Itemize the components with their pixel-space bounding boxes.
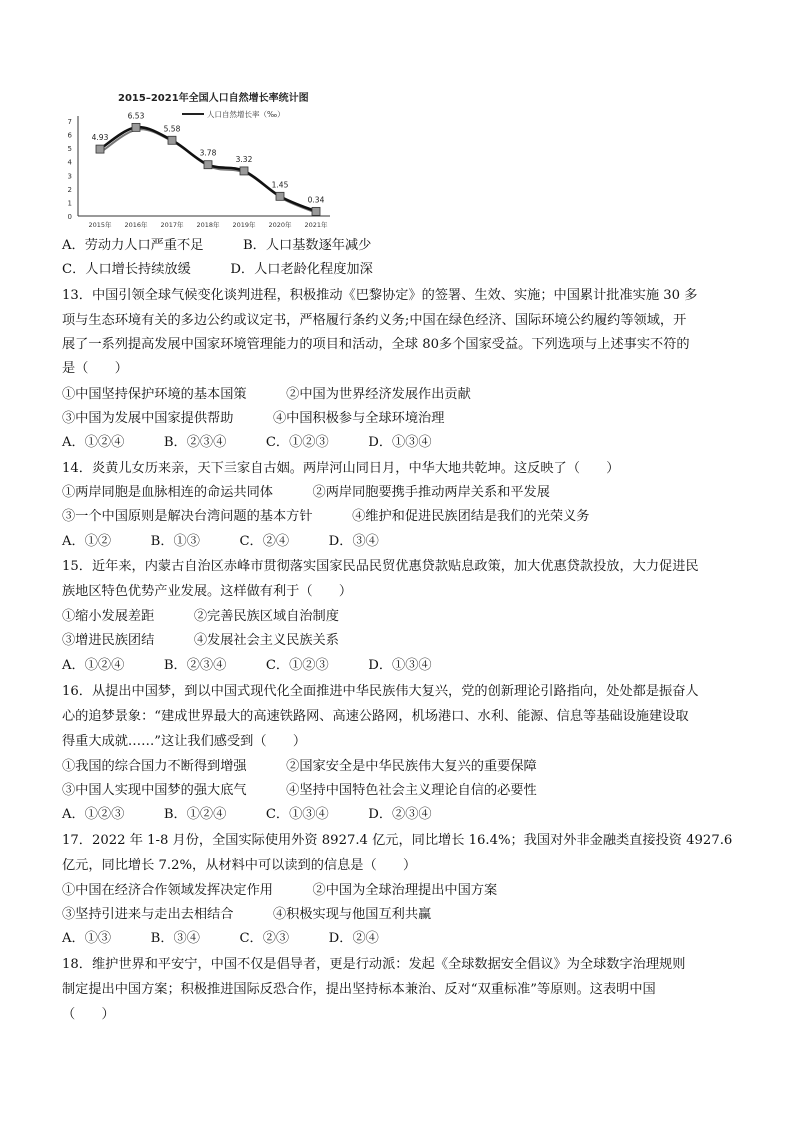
x-tick-label: 2019年 [232, 221, 256, 229]
text-line: 14．炎黄儿女历来亲，天下亖家自古姻。两岸河山同日月，中华大地共乾坤。这反映了（ ） [62, 461, 620, 476]
data-label: 5.58 [163, 124, 181, 134]
chart-title: 2015–2021年全国人口自然增长率统计图 [118, 93, 309, 104]
text-line: ①中国坚持保护环境的基本国策 ②中国为世界经济发展作出贡献 [62, 387, 471, 402]
text-line: A．①③ B．③④ C．②③ D．②④ [62, 931, 379, 946]
chart-legend: 人口自然增长率（‰） [207, 110, 285, 119]
text-line: A．①②③ B．①②④ C．①③④ D．②③④ [62, 807, 432, 822]
data-label: 1.45 [271, 180, 289, 190]
text-line: A．①② B．①③ C．②④ D．③④ [62, 534, 379, 549]
text-line: ①缩小发展差距 ②完善民族区域自治制度 [62, 609, 339, 624]
text-line: 得重大成就……”这让我们感受到（ ） [62, 734, 307, 749]
data-point [204, 161, 212, 169]
text-line: ③中国为发展中国家提供帮助 ④中国积极参与全球环境治理 [62, 411, 445, 426]
text-line: C．人口增长持续放缓 D．人口老龄化程度加深 [62, 262, 373, 277]
y-tick-label: 7 [67, 118, 72, 126]
text-line: 18．维护世界和平安宁，中国不仅是倡导者，更是行动派：发起《全球数据安全倡议》为全球数字治理规则 [62, 957, 686, 972]
text-line: 心的追梦景象：“建成世界最大的高速铁路网、高速公路网，机场港口、水利、能源、信息等基础设施建设取 [62, 709, 689, 724]
text-line: A．劳动力人口严重不足 B．人口基数逐年减少 [62, 238, 372, 253]
data-point [240, 167, 248, 175]
text-line: （ ） [62, 1007, 115, 1022]
text-line: A．①②④ B．②③④ C．①②③ D．①③④ [62, 435, 432, 450]
text-line: 是（ ） [62, 361, 128, 376]
x-tick-label: 2018年 [196, 221, 220, 229]
data-point [312, 207, 320, 215]
population-growth-chart [58, 86, 340, 232]
data-label: 0.34 [307, 195, 325, 205]
text-line: 16．从提出中国梦，到以中国式现代化全面推进中华民族伟大复兴，党的创新理论引路指向，处处都是振奋人 [62, 684, 699, 699]
text-line: 13．中国引领全球气候变化谈判进程，积极推动《巴黎协定》的签署、生效、实施；中国累计批准实施 30 多 [62, 288, 698, 303]
x-tick-label: 2017年 [160, 221, 184, 229]
series-line-shadow [102, 129, 318, 213]
text-line: ①我国的综合国力不断得到增强 ②国家安全是中华民族伟大复兴的重要保障 [62, 759, 537, 774]
y-tick-label: 5 [67, 145, 72, 154]
x-tick-label: 2016年 [124, 221, 148, 229]
text-line: 制定提出中国方案；积极推进国际反恐合作，提出坚持标本兼治、反对“双重标准”等原则。这表明中国 [62, 982, 656, 997]
text-line: ①两岸同胞是血脉相连的命运共同体 ②两岸同胞要携手推动两岸关系和平发展 [62, 485, 550, 500]
data-point [168, 136, 176, 144]
data-label: 6.53 [127, 111, 145, 121]
text-line: 15．近年来，内蒙古自治区赤峰市贯彻落实国家民品民贸优惠贷款贴息政策，加大优惠贷款投放，大力促进民 [62, 559, 699, 574]
data-labels [92, 111, 325, 204]
text-line: 亿元，同比增长 7.2%，从材料中可以读到的信息是（ ） [62, 858, 417, 873]
y-tick-labels [68, 118, 73, 221]
text-line: 族地区特色优势产业发展。这样做有利于（ ） [62, 584, 353, 599]
text-line: A．①②④ B．②③④ C．①②③ D．①③④ [62, 658, 432, 673]
y-tick-label: 1 [67, 199, 72, 208]
x-tick-label: 2015年 [88, 221, 112, 229]
y-tick-label: 0 [67, 213, 72, 221]
x-tick-label: 2021年 [304, 221, 328, 229]
y-tick-label: 4 [67, 158, 72, 167]
text-line: 项与生态环境有关的多边公约或议定书，严格履行条约义务;中国在绿色经济、国际环境公约履约等领域，开 [62, 313, 687, 328]
y-tick-label: 6 [67, 131, 72, 140]
y-tick-label: 2 [67, 185, 72, 194]
data-label: 4.93 [91, 133, 109, 143]
data-label: 3.78 [199, 148, 217, 158]
text-line: ③坚持引进来与走出去相结合 ④积极实现与他国互利共赢 [62, 907, 432, 922]
data-label: 3.32 [235, 154, 253, 164]
x-tick-labels [88, 220, 328, 229]
data-point [96, 145, 104, 153]
y-tick-label: 3 [67, 172, 72, 181]
data-point [276, 192, 284, 200]
text-line: ①中国在经济合作领域发挥决定作用 ②中国为全球治理提出中国方案 [62, 883, 498, 898]
x-tick-label: 2020年 [268, 221, 292, 229]
text-line: ③中国人实现中国梦的强大底气 ④坚持中国特色社会主义理论自信的必要性 [62, 783, 537, 798]
data-point [132, 123, 140, 131]
text-line: 17．2022 年 1-8 月份，全国实际使用外资 8927.4 亿元，同比增长 16.4%；我国对外非金融类直接投资 4927.6 [62, 833, 733, 848]
text-line: ③增进民族团结 ④发展社会主义民族关系 [62, 633, 339, 648]
text-line: ③一个中国原则是解决台湾问题的基本方针 ④维护和促进民族团结是我们的光荣义务 [62, 509, 590, 524]
text-line: 展了一系列提高发展中国家环境管理能力的项目和活动，全球 80多个国家受益。下列选项与上述事实不符的 [62, 337, 690, 352]
